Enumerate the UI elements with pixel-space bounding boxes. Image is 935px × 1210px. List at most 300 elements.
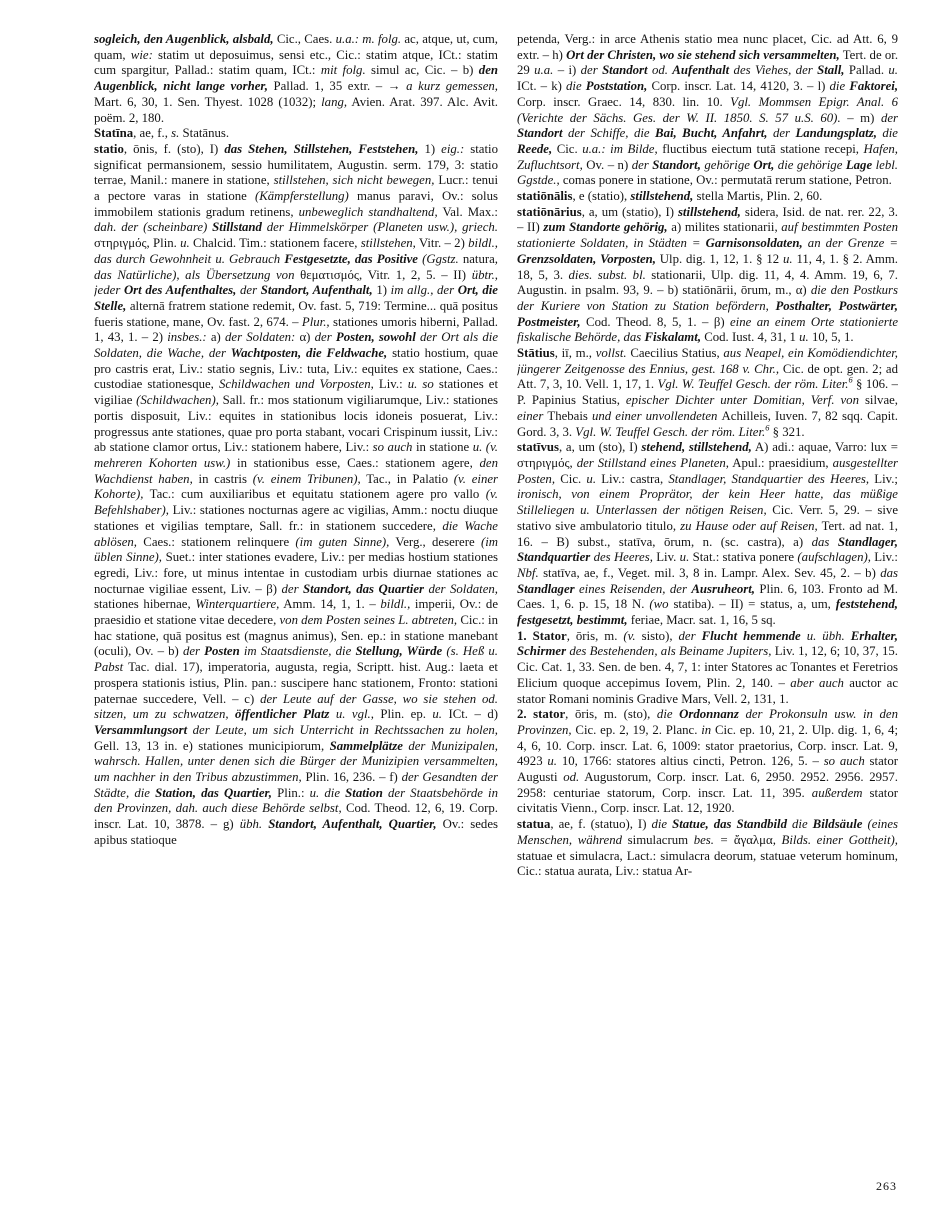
text-run: (Schildwachen), (136, 393, 219, 408)
text-run: insbes.: (167, 330, 207, 345)
text-run: fluctibus eiectum tutā statione recepi, (657, 141, 864, 156)
text-run: u. die (309, 785, 346, 800)
text-run: Grenzsoldaten, Vorposten, (517, 251, 656, 266)
text-run: epischer Dichter unter Domitian, Verf. von (625, 393, 865, 408)
text-run: u. vgl., (329, 707, 374, 722)
text-run: Stātius (517, 346, 555, 361)
text-run: der Stillstand eines Planeten, (576, 455, 729, 470)
text-run: a) milites stationarii, (667, 220, 782, 235)
text-run: Lucr.: tenui a pectore varas in statione (94, 173, 498, 204)
column-right (517, 32, 898, 1172)
text-run: Lage (845, 157, 873, 172)
text-run: in castris (192, 471, 253, 486)
text-run: (Ggstz. (417, 251, 463, 266)
text-run: manus paravi, Ov.: solus immobilem stationis gradum retinens, (94, 189, 498, 219)
text-run: statiba). – II) = status, a, um, (673, 597, 836, 612)
text-run: statiōnārius (517, 204, 582, 219)
text-run: die gehörige (774, 157, 846, 172)
text-run: Vgl. W. Teuffel Gesch. der röm. Liter. (657, 377, 849, 392)
text-run: stationes hibernae, (94, 597, 196, 612)
text-run: mit folg. (320, 63, 366, 78)
text-run: feststehend, festgesetzt, bestimmt, (517, 597, 898, 628)
text-run: Cic. (555, 471, 587, 486)
text-run: Ov.: sedes apibus statioque (94, 817, 498, 847)
text-run: der Leute auf der Gasse, wo sie stehen od. sitzen, um zu schwatzen, (94, 691, 498, 722)
text-run: Cic. de opt. gen. 2; ad Att. 7, 3, 10. Vell. 1, 17, 1. (517, 361, 898, 392)
text-run: Garnisonsoldaten, (705, 236, 803, 251)
text-run: die (656, 707, 680, 722)
text-run: , a, um (sto), I) (558, 440, 642, 455)
text-run: § 321. (769, 424, 805, 439)
text-run: Cic. Verr. 5, 29. – sive stativo sive ambulatorio titulo, (517, 503, 898, 533)
text-run: stella Martis, Plin. 2, 60. (693, 189, 823, 204)
text-run: des Viehes, der (729, 63, 818, 78)
text-run: 11, 4, 1. § 2. Amm. 18, 5, 3. (517, 251, 898, 282)
entry-statius (517, 346, 898, 440)
text-run: alternā fratrem statione redemit, Ov. fast. 5, 719: Termine... quā positus fueris statione, mane, Ov. fast. 2, 674. – (94, 298, 498, 329)
text-run: od. (647, 63, 673, 78)
text-run: der (580, 63, 603, 78)
text-run: u. (v. mehreren Kohorten usw.) (94, 440, 498, 470)
text-run: wie: (130, 47, 153, 62)
text-run: στηριγμός, Plin. (94, 236, 181, 251)
text-run: außerdem (811, 785, 863, 800)
text-run: der (281, 581, 304, 596)
text-run: simul ac, Cic. – b) (365, 63, 479, 78)
text-run: dah. der (scheinbare) (94, 220, 213, 235)
text-run: Standort, das Quartier (303, 581, 424, 596)
text-run: Mart. 6, 30, 1. Sen. Thyest. 1028 (1032); (94, 94, 322, 109)
text-run: , ōnis, f. (sto), I) (123, 141, 225, 156)
text-run: der (182, 644, 205, 659)
text-run: Ort, die Stelle, (94, 283, 498, 313)
text-run: Poststation, (585, 79, 648, 94)
text-run: Cic. ep. 10, 21, 2. Ulp. dig. 1, 6, 4; 4, 6, 10. Corp. inscr. Lat. 6, 1009: stator praetorius, Corp. inscr. Lat. 9, 4923 (517, 722, 898, 769)
text-run: sidera, Isid. de nat. rer. 22, 3. – II) (517, 204, 898, 235)
text-run: Chalcid. Tim.: stationem facere, (189, 236, 361, 251)
text-run: so auch (823, 754, 865, 769)
text-run: Statīna (94, 126, 134, 141)
text-run: Station, das Quartier, (155, 785, 273, 800)
text-run: (s. Heß u. Pabst (94, 644, 498, 675)
column-left (94, 32, 498, 1172)
text-run: aus Neapel, ein Komödiendichter, jüngerer Zeitgenosse des Ennius, gest. 168 v. Chr., (517, 346, 898, 376)
text-run: Fiskalamt, (644, 330, 702, 345)
text-run: das Stehen, Stillstehen, Feststehen, (224, 141, 419, 156)
text-run: stationarii, Ulp. dig. 11, 4, 4. Amm. 19, 6, 7. Augustin. in psalm. 93, 9. – b) statiōnārii, ōrum, m., α) (517, 267, 898, 298)
text-run: stillstehend, (630, 189, 694, 204)
text-run: Stall, (817, 63, 845, 78)
text-run: ausgestellter Posten, (517, 455, 898, 486)
page-number: 263 (876, 1179, 897, 1193)
text-run: (wo (649, 597, 674, 612)
text-run: u. (547, 754, 558, 769)
text-run: stationes umoris hiberni, Pallad. 1, 43, 1. – 2) (94, 314, 498, 345)
text-run: der Schiffe, die (562, 126, 656, 141)
text-run: Posten (204, 644, 240, 659)
text-run: Bai, Bucht, Anfahrt, (655, 126, 768, 141)
text-run: , ae, f., (133, 126, 172, 141)
text-run: statim ut deposuimus, sensi etc., Cic.: statim atque, ICt.: statim cum spargitur, Pallad.: statim quam, ICt.: (94, 47, 498, 78)
entry-statina (94, 126, 498, 142)
text-run: u. so (407, 377, 434, 392)
text-run: stator Augusti (517, 754, 898, 785)
text-run: Thebais (547, 408, 592, 423)
text-run: die Wache ablösen, (94, 518, 498, 549)
text-run: u. (888, 63, 898, 78)
text-run: Plin. 6, 103. Fronto ad M. Caes. 1, 6. p. 15, 18 N. (517, 581, 898, 612)
text-run: übh. (239, 817, 269, 832)
text-run: Cic. ep. 2, 19, 2. Planc. (571, 722, 702, 737)
text-run: die den Postkurs der Kuriere von Station zu Station befördern, (517, 283, 898, 313)
text-run: Cic. (552, 141, 583, 156)
text-run: Standlager, Standquartier (517, 534, 898, 565)
text-run: Augustorum, Corp. inscr. Lat. 6, 2950. 2952. 2956. 2957. 2958: centuriae statorum, Corp. inscr. Lat. 11, 395. (517, 770, 898, 800)
text-run: Liv. (652, 550, 680, 565)
text-run: u. (432, 707, 442, 722)
text-run: 2. stator (517, 707, 566, 722)
entry-statio-part-2 (517, 32, 898, 189)
text-run: u. (586, 471, 597, 486)
text-run: Vitr. – 2) (415, 236, 469, 251)
text-run: petenda, Verg.: in arce Athenis statio mea nunc placet, Cic. ad Att. 6, 9 extr. – h) (517, 32, 898, 62)
text-run: Festgesetzte, das Positive (284, 251, 418, 266)
text-run: Cic.: in hac statione, quā positus est (magnus animus), Sen. ep.: in statione manebant (oculi), Ov. – b) (94, 613, 498, 659)
text-run: Station (345, 785, 383, 800)
text-run: θεματισμός, Vitr. 1, 2, 5. – II) (300, 267, 472, 282)
text-run: Standort, Aufenthalt, (260, 283, 373, 298)
text-run: stillstehen, (360, 236, 416, 251)
text-run: 6 (848, 376, 853, 386)
text-run: (v. (623, 628, 636, 643)
text-run: statuae et simulacra, Lact.: simulacra deorum, statuae veterum hominum, Cic.: statua aurata, Liv.: statua Ar- (517, 848, 898, 879)
text-run: Stat.: stativa ponere (689, 550, 798, 565)
text-run: Amm. 14, 1, 1. – (279, 597, 381, 612)
entry-stationarius (517, 205, 898, 346)
text-run: ICt. – k) (517, 79, 567, 94)
text-run: Val. Max.: (437, 204, 498, 219)
text-run: u.a.: im Bilde, (582, 141, 658, 156)
text-run: der Staatsbehörde in den Provinzen, dah. auch diese Behörde selbst, (94, 785, 498, 816)
text-run: Landungsplatz, (795, 126, 877, 141)
text-run: u. (783, 251, 793, 266)
text-run: Caecilius Statius, (626, 346, 724, 361)
text-run: gehörige (700, 157, 754, 172)
text-run: die (876, 126, 898, 141)
text-run: bes. = (693, 832, 734, 847)
text-run: (Kämpferstellung) (254, 189, 349, 204)
text-run: silvae, (864, 393, 898, 408)
text-run: Ort, (753, 157, 775, 172)
entry-stativus (517, 440, 898, 628)
text-run: statio hostium, quae pro castris erat, Liv.: statio segnis, Liv.: tuta, Liv.: equites ex statione, Caes.: custodiae stationesque, (94, 346, 498, 392)
text-run: Standlager, Standquartier des Heeres, (668, 471, 870, 486)
text-run: Suet.: inter stationes evadere, Liv.: per medias hostium stationes egredi, Liv.: fore, ut minus intentae in custodiam urbis diurnae stationes ac nocturnae vigiliae essent, Liv. – β) (94, 550, 498, 596)
text-run: statio (94, 141, 124, 156)
text-run: übtr., jeder (94, 267, 498, 298)
text-run: Gell. 13, 13 in. e) stationes municipiorum, (94, 738, 330, 753)
text-run: auf bestimmten Posten stationierte Soldaten, in Städten = (517, 220, 898, 251)
text-run: Ort der Christen, wo sie stehend sich versammelten, (566, 47, 840, 62)
text-run: zu Hause oder auf Reisen, (680, 518, 818, 533)
text-run: u. (180, 236, 190, 251)
text-run: Pallad. (844, 63, 889, 78)
text-run: u.a.: m. folg. (335, 32, 402, 46)
text-run: Versammlungsort (94, 722, 188, 737)
text-run: stillstehend, (677, 204, 741, 219)
text-run: ac, atque, ut, cum, quam, (94, 32, 498, 62)
text-run: der Soldaten: (224, 330, 296, 345)
text-run: ironisch, von einem Proprätor, der kein Heer hatte, das müßige Stilleliegen u. Unterlassen der nötigen Reisen, (517, 487, 898, 518)
text-run: Standort, Aufenthalt, Quartier, (268, 817, 437, 832)
text-run: Cod. Iust. 4, 31, 1 (701, 330, 800, 345)
text-run: , ōris, m. (sto), (565, 707, 657, 722)
text-run: 10, 1766: statores altius cincti, Petron. 126, 5. – (557, 754, 824, 769)
text-run: ἄγαλμα (733, 832, 773, 847)
entry-statua (517, 817, 898, 880)
text-run: Cod. Theod. 8, 5, 1. – β) (580, 314, 730, 329)
text-run: vollst. (595, 346, 627, 361)
text-run: eig.: (441, 141, 465, 156)
entry-statio-part-1 (94, 142, 498, 849)
text-run: an der Grenze = (802, 236, 898, 251)
text-run: so auch (372, 440, 413, 455)
text-run: Standort (602, 63, 648, 78)
text-run: die (829, 79, 850, 94)
text-run: die (651, 817, 673, 832)
text-run: Pallad. 1, 35 extr. – → (267, 79, 407, 94)
text-run: eines Reisenden, der (574, 581, 692, 596)
text-run: Vgl. Mommsen Epigr. Anal. 6 (Verichte der Sächs. Ges. der W. II. 1850. S. 57 u.S. 60). (517, 94, 898, 125)
text-run: stillstehen, sich nicht bewegen, (273, 173, 435, 188)
text-run: Corp. inscr. Graec. 14, 830. lin. 10. (517, 94, 731, 109)
text-run: eine an einem Orte stationierte fiskalische Behörde, das (517, 314, 898, 345)
text-run: Standort, (652, 157, 701, 172)
text-run: der Soldaten, (424, 581, 498, 596)
text-run: 1) (372, 283, 391, 298)
text-run: stehend, stillstehend, (641, 440, 752, 455)
text-run: statio significat permansionem, sessio humilitatem, Augustin. serm. 179, 3: statio terrae, Manil.: manere in statione, (94, 141, 498, 188)
text-run: Wachtposten, die Feldwache, (230, 346, 388, 361)
text-run: den Wachdienst haben, (94, 455, 498, 486)
text-run: stationes et vigiliae (94, 377, 498, 408)
text-run: Hafen, Zufluchtsort, (517, 141, 898, 172)
text-run: Liv.: castra, (596, 471, 669, 486)
text-run: der (678, 628, 702, 643)
text-run: Tac.: cum auxiliaribus et equitatu stationem agere pro vallo (143, 487, 486, 502)
text-run: Apul.: praesidium, (729, 455, 833, 470)
text-run: Cod. Theod. 12, 6, 19. Corp. inscr. Lat. 10, 3878. – g) (94, 801, 498, 832)
text-run: zum Standorte gehörig, (543, 220, 668, 235)
text-run: Standort (517, 126, 563, 141)
text-run: Tert. ad nat. 1, 16. – B) subst., statīva, ōrum, n. (sc. castra), a) (517, 518, 898, 549)
text-run: die (566, 79, 586, 94)
text-run: imperii, Ov.: de praesidio et statione vitae decedere, (94, 597, 498, 628)
text-run: statua (517, 817, 551, 832)
text-run: Stillstand (212, 220, 262, 235)
text-run: – m) (840, 110, 881, 125)
text-run: Stellung, Würde (355, 644, 443, 659)
text-run: der Gesandten der Städte, die (94, 770, 498, 800)
text-run: Reede, (517, 141, 553, 156)
text-run: Avien. Arat. 397. Alc. Avit. poëm. 2, 180. (94, 94, 498, 125)
text-run: der Munizipalen, wahrsch. Hallen, unter denen sich die Bürger der Munizipien versammelten, um nachher in den Tribus abzustimmen, (94, 738, 498, 785)
text-run: öffentlicher Platz (235, 707, 330, 722)
text-run: , Bilds. einer Gottheit), (772, 832, 898, 847)
text-run: der Ort als die Soldaten, die Wache, der (94, 330, 498, 361)
text-run: und einer unvollendeten (592, 408, 722, 423)
text-run: (im üblen Sinne), (94, 534, 498, 565)
text-run: Aufenthalt (672, 63, 730, 78)
text-run: statīva, ae, f., Veget. mil. 3, 8 in. Lampr. Alex. Sev. 45, 2. – b) (538, 565, 881, 580)
text-run: Ov. – n) (582, 157, 632, 172)
text-run: Liv.: (373, 377, 408, 392)
text-run: Ulp. dig. 1, 12, 1. § 12 (655, 251, 783, 266)
text-run: bildl., das durch Gewohnheit u. Gebrauch (94, 236, 498, 266)
text-run: A) adi.: aquae, Varro: lux = στηριγμός, (517, 440, 898, 470)
text-run: Ort des Aufenthaltes, (123, 283, 237, 298)
text-run: , e (statio), (572, 189, 631, 204)
text-run: , das Natürliche), als Übersetzung von (94, 251, 498, 282)
text-run: natura (462, 251, 495, 266)
text-run: Liv. 1, 12, 6; 10, 37, 15. Cic. Cat. 1, 33. Sen. de ben. 4, 7, 1: inter Statores ac Tonantes et Feretrios Elicium quoque accepimus Iovem, Plin. 2, 140. – (517, 644, 898, 690)
text-run: im allg., der (390, 283, 458, 298)
text-run: Achilleis, Iuven. 7, 82 sqq. Capit. Gord. 3, 3. (517, 408, 898, 439)
text-run: 6 (765, 423, 770, 433)
text-run: von dem Posten seines L. abtreten, (279, 613, 458, 628)
text-run: Plur., (301, 314, 330, 329)
entry-stator-1 (517, 629, 898, 708)
entry-stationalis (517, 189, 898, 205)
text-run: , iī, m., (554, 346, 596, 361)
text-run: statiōnālis (517, 189, 573, 204)
text-run: Cic., Caes. (273, 32, 336, 46)
text-run: Liv.: (870, 550, 898, 565)
text-run: des Heeres, (590, 550, 653, 565)
text-run: u. (679, 550, 690, 565)
text-run: 10, 5, 1. (808, 330, 854, 345)
text-run: Ordonnanz (679, 707, 739, 722)
text-run: das (811, 534, 838, 549)
text-run: lebl. Ggstde., (517, 157, 898, 188)
text-run: Bildsäule (812, 817, 863, 832)
text-run: einer (517, 408, 548, 423)
text-run: die (787, 817, 813, 832)
text-run: in statione (412, 440, 473, 455)
text-run: aber auch (790, 675, 844, 690)
text-run: (im guten Sinne), (295, 534, 390, 549)
text-run: Schildwachen und Vorposten, (218, 377, 374, 392)
text-run: Plin. ep. (373, 707, 433, 722)
text-run: 1) (418, 141, 442, 156)
text-run: comas ponere in statione, Ov.: permutatā rerum statione, Petron. (559, 173, 892, 188)
text-run: , ōris, m. (566, 628, 624, 643)
text-run: , a, um (statio), I) (581, 204, 678, 219)
text-run: Nbf. (517, 565, 539, 580)
text-run: s. (171, 126, 180, 141)
text-run: Tac. dial. 17), imperatoria, augusta, regia, Scriptt. hist. Aug.: laeta et prospera stationis istius, Plin. pan.: suscipere hanc stationem, Fronto: stationi paternae succedere, Vell. – c) (94, 660, 498, 706)
text-run: stator civitatis Vienn., Corp. inscr. Lat. 12, 1920. (517, 785, 898, 816)
text-run: (aufschlagen), (797, 550, 871, 565)
text-run: (v. einem Tribunen), (252, 471, 361, 486)
text-run: auctor ac stator Romani nominis Gradive Mars, Vell. 2, 131, 1. (517, 675, 898, 706)
text-run: in stationibus esse, Caes.: stationem agere, (230, 455, 480, 470)
text-run: Posten, sowohl (335, 330, 416, 345)
text-run: den Augenblick, nicht lange vorher, (94, 63, 498, 94)
text-run: feriae, Macr. sat. 1, 16, 5 sq. (627, 613, 776, 628)
text-run: od. (563, 770, 580, 785)
text-run: Plin.: (272, 785, 310, 800)
text-run: a) (206, 330, 225, 345)
text-run: der (314, 330, 336, 345)
entry-stator-2 (517, 707, 898, 817)
text-run: Sammelplätze (329, 738, 403, 753)
text-run: ICt. – d) (442, 707, 498, 722)
text-run: Winterquartiere, (195, 597, 280, 612)
text-run: Tac., in Palatio (360, 471, 454, 486)
text-run: sogleich, den Augenblick, alsbald, (94, 32, 274, 46)
text-run: lang, (321, 94, 348, 109)
text-run: α) (295, 330, 315, 345)
text-run: Sall. fr.: mos stationum vigiliarumque, Liv.: stationes portis disposuit, Liv.: equites in stationibus locis idoneis posuerat, Liv.: progressus ante stationes, quae pro porta stabant, vocari Crispinum iussit, Liv.: ab statione clamor ortus, Liv.: stationem habere, Liv.: (94, 393, 498, 455)
text-run: (v. einer Kohorte), (94, 471, 498, 502)
text-run: der (880, 110, 898, 125)
text-run: u. (799, 330, 809, 345)
text-run: 1. Stator (517, 628, 567, 643)
entry-statim-continuation (94, 32, 498, 126)
text-run: Vgl. W. Teuffel Gesch. der röm. Liter. (575, 424, 766, 439)
text-run: Liv.: stationes nocturnas agere ac vigilias, Amm.: noctu diuque stationes et vigilias temptare, Sall. fr.: in stationem succedere, (94, 503, 498, 533)
text-run: Flucht hemmende (701, 628, 801, 643)
text-run: u.a. (534, 63, 554, 78)
text-run: Tert. de or. 29 (517, 47, 898, 78)
text-run: im Staatsdienste, die (239, 644, 356, 659)
text-run: simulacrum (627, 832, 694, 847)
text-run: (eines Menschen, während (517, 817, 898, 847)
text-run: – i) (553, 63, 581, 78)
text-run: § 106. – P. Papinius Statius, (517, 377, 898, 408)
text-run: der Prokonsuln usw. in den Provinzen, (517, 707, 898, 737)
text-run: der Leute, um sich Unterricht in Rechtssachen zu holen, (187, 722, 498, 737)
text-run: a kurz gemessen, (406, 79, 498, 94)
text-run: Corp. inscr. Lat. 14, 4120, 3. – l) (647, 79, 830, 94)
text-run: Plin. 16, 236. – f) (301, 770, 402, 785)
text-run: , ae, f. (statuo), I) (550, 817, 652, 832)
text-run: in (701, 722, 712, 737)
text-run: Ausruheort, (691, 581, 756, 596)
text-run: Standlager (517, 581, 575, 596)
text-run: Verg., deserere (389, 534, 481, 549)
text-run: der (236, 283, 261, 298)
text-run: Posthalter, Postwärter, Postmeister, (517, 298, 898, 329)
text-run: sisto), (635, 628, 679, 643)
text-run: (v. Befehlshaber), (94, 487, 498, 518)
text-run: Statue, das Standbild (672, 817, 788, 832)
text-run: Statānus. (179, 126, 230, 141)
text-run: unbeweglich standhaltend, (298, 204, 438, 219)
text-run: Erhalter, Schirmer (517, 628, 898, 659)
text-run: der (631, 157, 653, 172)
text-run: Caes.: stationem relinquere (137, 534, 296, 549)
text-run: Faktorei, (849, 79, 898, 94)
text-run: der Himmelskörper (Planeten usw.), griech. (261, 220, 498, 235)
text-run: bildl., (380, 597, 411, 612)
text-run: statīvus (517, 440, 559, 455)
text-run: der (767, 126, 796, 141)
text-run: dies. subst. bl. (568, 267, 646, 282)
text-run: das (880, 565, 898, 580)
text-run: des Bestehenden, als Beiname Jupiters, (566, 644, 772, 659)
